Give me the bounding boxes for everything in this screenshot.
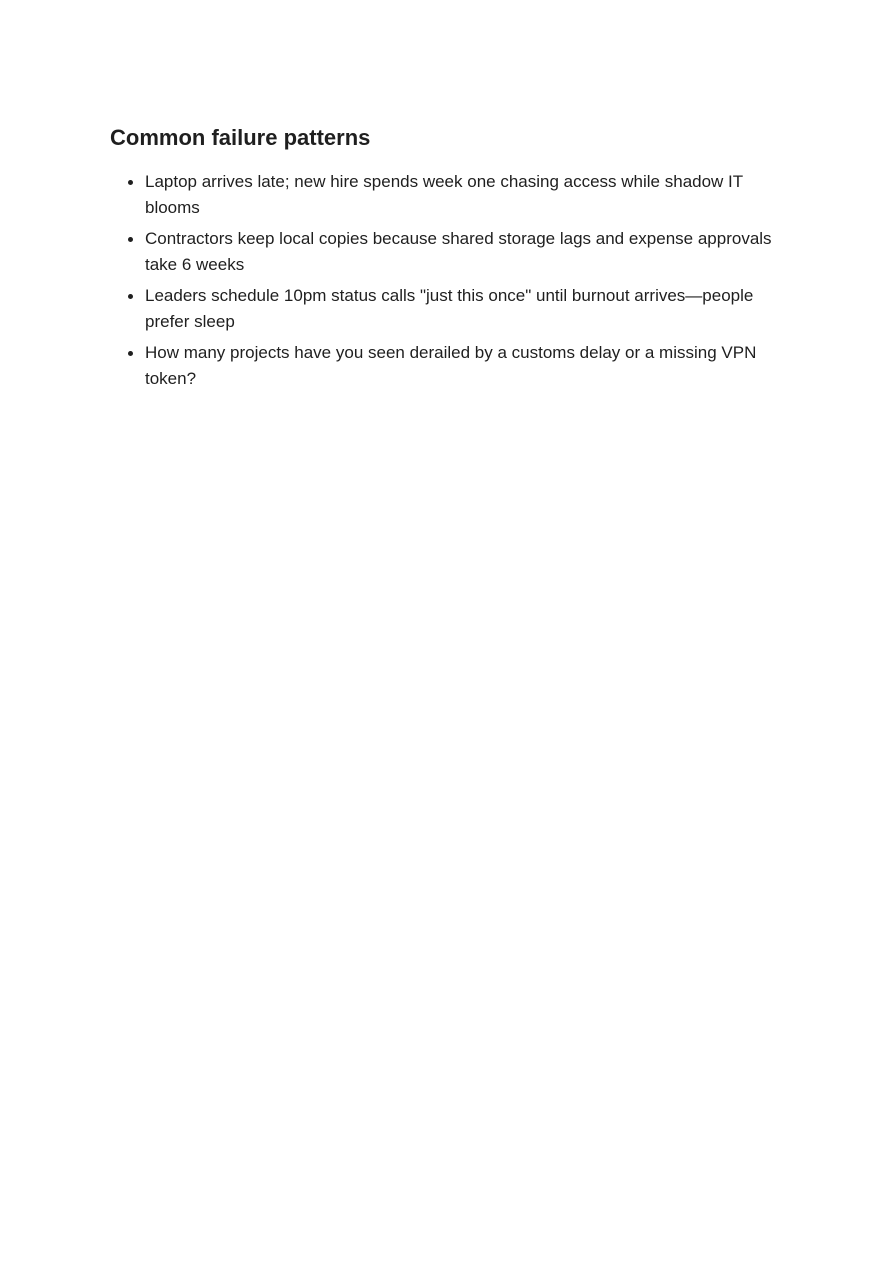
list-item [145,340,780,392]
list-item [145,226,780,278]
list-item [145,283,780,335]
section-heading: Common failure patterns [110,125,371,150]
list-item-text: Contractors keep local copies because shared storage lags and expense approvals take 6 weeks [145,229,772,274]
bullet-icon [128,351,133,356]
bullet-icon [128,237,133,242]
list-item-text: Leaders schedule 10pm status calls "just this once" until burnout arrives—people prefer sleep [145,286,754,331]
list-item-text: Laptop arrives late; new hire spends week one chasing access while shadow IT blooms [145,172,743,217]
bullet-icon [128,294,133,299]
list-item-text: How many projects have you seen derailed by a customs delay or a missing VPN token? [145,343,757,388]
bullet-icon [128,180,133,185]
document-content [110,122,780,397]
list-item [145,169,780,221]
failure-pattern-list [110,169,780,392]
